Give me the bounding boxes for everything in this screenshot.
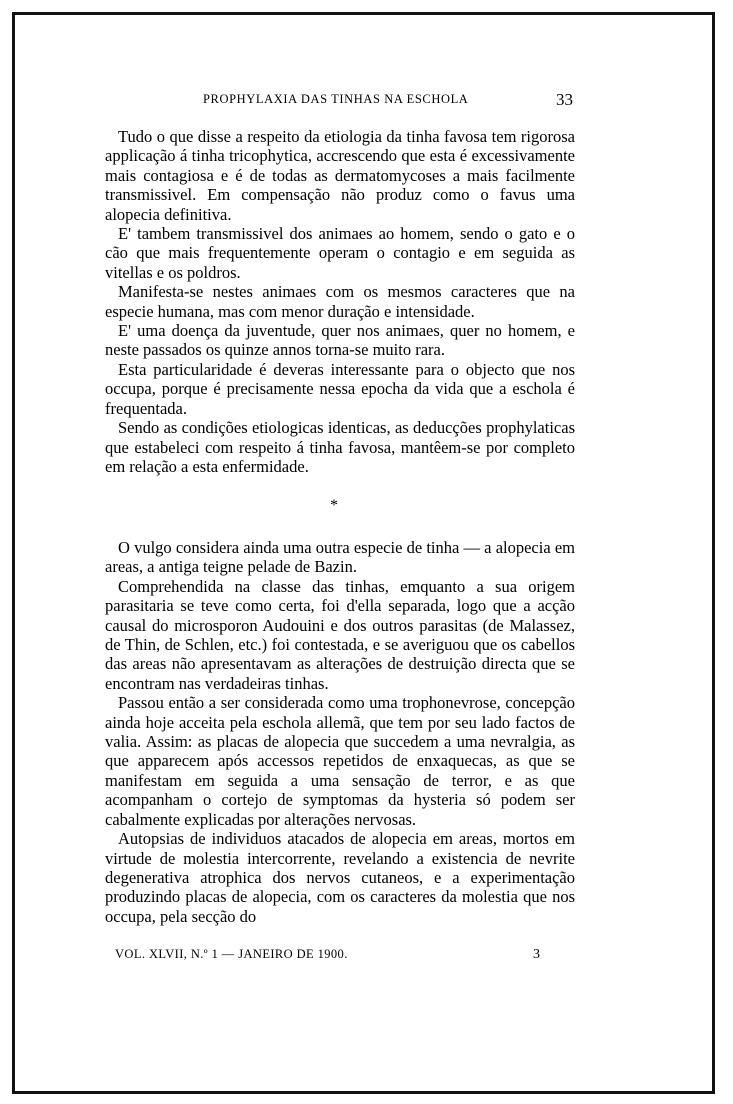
running-title: PROPHYLAXIA DAS TINHAS NA ESCHOLA <box>203 92 469 106</box>
paragraph: Manifesta-se nestes animaes com os mesmos caracteres que na especie humana, mas com menor duração e intensidade. <box>105 282 575 321</box>
section-tinha-tricophytica <box>105 127 575 476</box>
paragraph: Sendo as condições etiologicas identicas, as deducções prophylaticas que estabeleci com respeito á tinha favosa, mantêem-se por completo em relação a esta enfermidade. <box>105 418 575 476</box>
page-number: 33 <box>556 90 573 109</box>
paragraph: Passou então a ser considerada como uma trophonevrose, concepção ainda hoje acceita pela eschola allemã, que tem por seu lado factos de valia. Assim: as placas de alopecia que succedem a uma nevralgia, as que apparecem após accessos repetidos de enxaquecas, as que se manifestam em seguida a uma sensação de terror, e as que acompanham o cortejo de symptomas da hysteria só podem ser cabalmente explicadas por alterações nervosas. <box>105 693 575 829</box>
paragraph: Autopsias de individuos atacados de alopecia em areas, mortos em virtude de molestia intercorrente, revelando a existencia de nevrite degenerativa atrophica dos nervos cutaneos, e a experimentação produzindo placas de alopecia, com os caracteres da molestia que nos occupa, pela secção do <box>105 829 575 926</box>
section-separator: * <box>330 497 338 514</box>
paragraph: E' uma doença da juventude, quer nos animaes, quer no homem, e neste passados os quinze annos torna-se muito rara. <box>105 321 575 360</box>
paragraph: Esta particularidade é deveras interessante para o objecto que nos occupa, porque é precisamente nessa epocha da vida que a eschola é frequentada. <box>105 359 575 418</box>
signature-mark: 3 <box>533 947 540 962</box>
page-footer <box>105 947 575 967</box>
paragraph: Comprehendida na classe das tinhas, emquanto a sua origem parasitaria se teve como certa, foi d'ella separada, logo que a acção causal do microsporon Audouini e dos outros parasitas (de Malassez, de Thin, de Schlen, etc.) foi contestada, e se averiguou que os cabellos das areas não apresentavam as alterações de destruição directa que se encontram nas verdadeiras tinhas. <box>105 576 575 693</box>
paragraph: Tudo o que disse a respeito da etiologia da tinha favosa tem rigorosa applicação á tinha tricophytica, accrescendo que esta é excessivamente mais contagiosa e é de todas as dermatomycoses a mais facilmente transmissivel. Em compensação não produz como o favus uma alopecia definitiva. <box>105 127 575 224</box>
section-alopecia-em-areas <box>105 538 575 926</box>
running-header <box>105 90 575 112</box>
volume-line: VOL. XLVII, N.º 1 — JANEIRO DE 1900. <box>115 947 348 961</box>
paragraph: E' tambem transmissivel dos animaes ao homem, sendo o gato e o cão que mais frequentemente operam o contagio e em seguida as vitellas e os poldros. <box>105 224 575 282</box>
paragraph: O vulgo considera ainda uma outra especie de tinha — a alopecia em areas, a antiga teigne pelade de Bazin. <box>105 538 575 577</box>
